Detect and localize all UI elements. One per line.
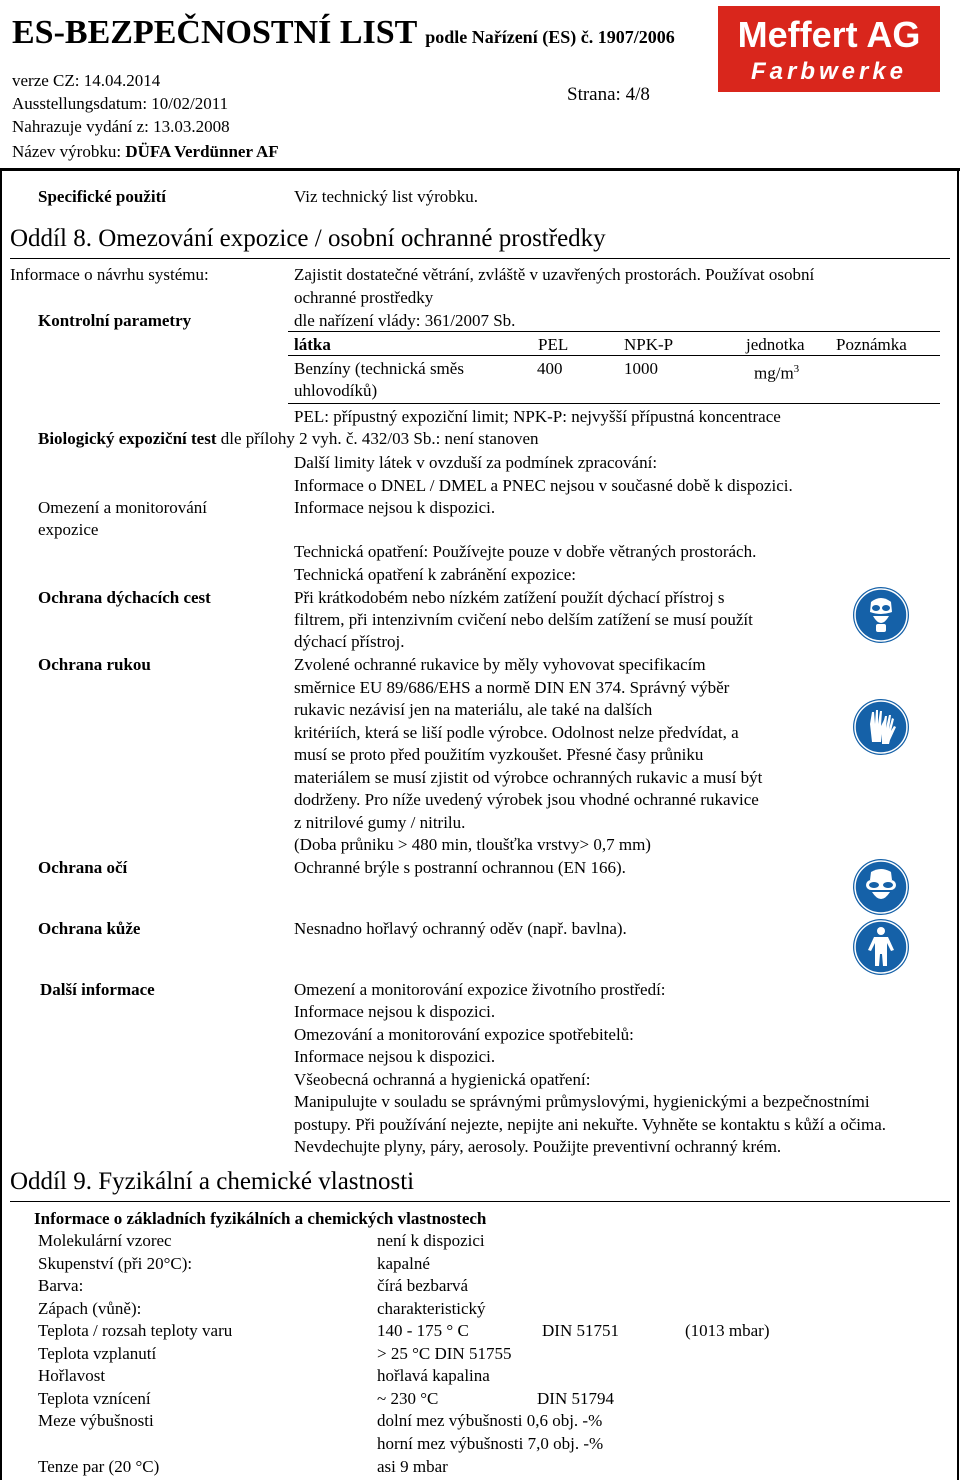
property-label: Tenze par (20 °C): [38, 1457, 160, 1476]
product-name-prefix: Název výrobku:: [12, 142, 122, 161]
property-condition: (1013 mbar): [685, 1321, 770, 1340]
hand-line: kritériích, která se liší podle výrobce. Odolnost nelze předvídat, a: [294, 723, 739, 742]
document-title-main: ES-BEZPEČNOSTNÍ LIST: [12, 14, 417, 51]
eye-protection-label: Ochrana očí: [38, 858, 128, 877]
gloves-icon: [852, 698, 910, 756]
specific-use-value: Viz technický list výrobku.: [294, 187, 479, 206]
property-value: horní mez výbušnosti 7,0 obj. -%: [377, 1434, 604, 1453]
left-border: [0, 168, 2, 1480]
hand-line: dodrženy. Pro níže uvedený výrobek jsou vhodné ochranné rukavice: [294, 790, 759, 809]
further-info-line: Omezení a monitorování expozice životního prostředí:: [294, 980, 666, 999]
property-value: kapalné: [377, 1254, 430, 1273]
limits-col-unit: jednotka: [746, 335, 805, 354]
further-info-line: Všeobecná ochranná a hygienická opatření:: [294, 1070, 591, 1089]
limits-row-unit-exponent: 3: [793, 363, 800, 375]
limits-row-substance-cont: uhlovodíků): [294, 381, 378, 400]
limits-col-note: Poznámka: [836, 335, 907, 354]
hand-line: rukavic nezávisí jen na materiálu, ale také na dalších: [294, 700, 653, 719]
biological-test-line: [38, 428, 539, 450]
product-name: DÜFA Verdünner AF: [125, 142, 279, 161]
exposure-control-label: Omezení a monitorování: [38, 498, 208, 517]
limits-row-unit-text: mg/m: [754, 363, 794, 383]
hand-line: směrnice EU 89/686/EHS a normě DIN EN 374. Správný výběr: [294, 678, 730, 697]
hand-protection-label: Ochrana rukou: [38, 655, 151, 674]
biological-test-text: dle přílohy 2 vyh. č. 432/03 Sb.: není stanoven: [216, 429, 539, 448]
property-value: > 25 °C DIN 51755: [377, 1344, 512, 1363]
property-label: Teplota / rozsah teploty varu: [38, 1321, 233, 1340]
issue-date-line: Ausstellungsdatum: 10/02/2011: [12, 94, 229, 113]
system-design-label: Informace o návrhu systému:: [10, 265, 209, 284]
exposure-control-text: Informace nejsou k dispozici.: [294, 498, 496, 517]
further-info-line: Nevdechujte plyny, páry, aerosoly. Použijte preventivní ochranný krém.: [294, 1137, 782, 1156]
property-value: ~ 230 °C: [377, 1389, 439, 1408]
property-value: čírá bezbarvá: [377, 1276, 469, 1295]
limits-row-npk: 1000: [624, 359, 658, 378]
air-limits-line: Další limity látek v ovzduší za podmínek zpracování:: [294, 453, 658, 472]
product-name-line: [12, 141, 279, 163]
limits-col-pel: PEL: [538, 335, 569, 354]
limits-row-pel: 400: [537, 359, 563, 378]
limits-table-top: [288, 331, 940, 332]
hand-line: (Doba průniku > 480 min, tloušťka vrstvy> 0,7 mm): [294, 835, 651, 854]
property-label: Skupenství (při 20°C):: [38, 1254, 193, 1273]
hand-line: musí se proto před použitím vyzkoušet. Přesné časy průniku: [294, 745, 704, 764]
limits-col-substance: látka: [294, 335, 331, 354]
system-design-text: Zajistit dostatečné větrání, zvláště v uzavřených prostorách. Používat osobní: [294, 265, 815, 284]
logo-name: Meffert AG: [737, 14, 921, 55]
section-8-title: Oddíl 8. Omezování expozice / osobní ochranné prostředky: [10, 225, 606, 252]
respirator-icon: [852, 586, 910, 644]
company-logo: [718, 6, 940, 92]
further-info-line: Informace nejsou k dispozici.: [294, 1047, 496, 1066]
respiratory-protection-label: Ochrana dýchacích cest: [38, 588, 211, 607]
section-9-subtitle: Informace o základních fyzikálních a chemických vlastnostech: [34, 1209, 487, 1228]
replaces-line: Nahrazuje vydání z: 13.03.2008: [12, 117, 230, 136]
respiratory-line: filtrem, při intenzivním cvičení nebo delším zatížení se musí použít: [294, 610, 753, 629]
respiratory-line: Při krátkodobém nebo nízkém zatížení použít dýchací přístroj s: [294, 588, 725, 607]
document-title-regulation: podle Nařízení (ES) č. 1907/2006: [425, 27, 675, 47]
limits-col-npk: NPK-P: [624, 335, 674, 354]
property-value: dolní mez výbušnosti 0,6 obj. -%: [377, 1411, 603, 1430]
property-method: DIN 51794: [537, 1389, 614, 1408]
document-title: [12, 14, 675, 52]
skin-protection-text: Nesnadno hořlavý ochranný oděv (např. bavlna).: [294, 919, 627, 938]
respiratory-line: dýchací přístroj.: [294, 632, 405, 651]
property-label: Molekulární vzorec: [38, 1231, 172, 1250]
hand-line: z nitrilové gumy / nitrilu.: [294, 813, 466, 832]
biological-test-label: Biologický expoziční test: [38, 429, 217, 448]
further-info-label: Další informace: [40, 980, 155, 999]
version-line: verze CZ: 14.04.2014: [12, 71, 161, 90]
further-info-line: Informace nejsou k dispozici.: [294, 1002, 496, 1021]
hand-line: Zvolené ochranné rukavice by měly vyhovovat specifikacím: [294, 655, 706, 674]
property-method: DIN 51751: [542, 1321, 619, 1340]
property-label: Meze výbušnosti: [38, 1411, 154, 1430]
dnel-info-line: Informace o DNEL / DMEL a PNEC nejsou v současné době k dispozici.: [294, 476, 793, 495]
technical-measures-1: Technická opatření: Používejte pouze v dobře větraných prostorách.: [294, 542, 757, 561]
pel-note: PEL: přípustný expoziční limit; NPK-P: nejvyšší přípustná koncentrace: [294, 407, 781, 426]
property-label: Zápach (vůně):: [38, 1299, 142, 1318]
logo-subtitle: Farbwerke: [750, 58, 908, 85]
right-border: [957, 168, 959, 1480]
property-label: Hořlavost: [38, 1366, 106, 1385]
eye-protection-text: Ochranné brýle s postranní ochrannou (EN 166).: [294, 858, 626, 877]
section-9-underline: [10, 1201, 950, 1202]
protective-suit-icon: [852, 918, 910, 976]
control-parameters-text: dle nařízení vlády: 361/2007 Sb.: [294, 311, 516, 330]
property-value: asi 9 mbar: [377, 1457, 448, 1476]
section-9-title: Oddíl 9. Fyzikální a chemické vlastnosti: [10, 1168, 415, 1195]
property-value: 140 - 175 ° C: [377, 1321, 469, 1340]
page-number: Strana: 4/8: [567, 84, 650, 105]
limits-row-substance: Benzíny (technická směs: [294, 359, 464, 378]
property-label: Teplota vzplanutí: [38, 1344, 157, 1363]
system-design-text-cont: ochranné prostředky: [294, 288, 434, 307]
specific-use-label: Specifické použití: [38, 187, 166, 206]
control-parameters-label: Kontrolní parametry: [38, 311, 192, 330]
property-value: není k dispozici: [377, 1231, 485, 1250]
property-value: charakteristický: [377, 1299, 486, 1318]
property-label: Barva:: [38, 1276, 84, 1295]
further-info-line: Manipulujte v souladu se správnými průmyslovými, hygienickými a bezpečnostními: [294, 1092, 870, 1111]
further-info-line: Omezování a monitorování expozice spotřebitelů:: [294, 1025, 634, 1044]
further-info-line: postupy. Při používání nejezte, nepijte ani nekuřte. Vyhněte se kontaktu s kůží a očima.: [294, 1115, 887, 1134]
property-value: hořlavá kapalina: [377, 1366, 490, 1385]
header-divider: [0, 168, 960, 171]
exposure-control-label-cont: expozice: [38, 520, 99, 539]
goggles-icon: [852, 858, 910, 916]
limits-row-unit: [754, 358, 799, 385]
section-8-underline: [10, 258, 950, 259]
hand-line: materiálem se musí zjistit od výrobce ochranných rukavic a musí být: [294, 768, 763, 787]
property-label: Teplota vznícení: [38, 1389, 151, 1408]
limits-table-bottom: [288, 403, 940, 404]
skin-protection-label: Ochrana kůže: [38, 919, 141, 938]
technical-measures-2: Technická opatření k zabránění expozice:: [294, 565, 576, 584]
